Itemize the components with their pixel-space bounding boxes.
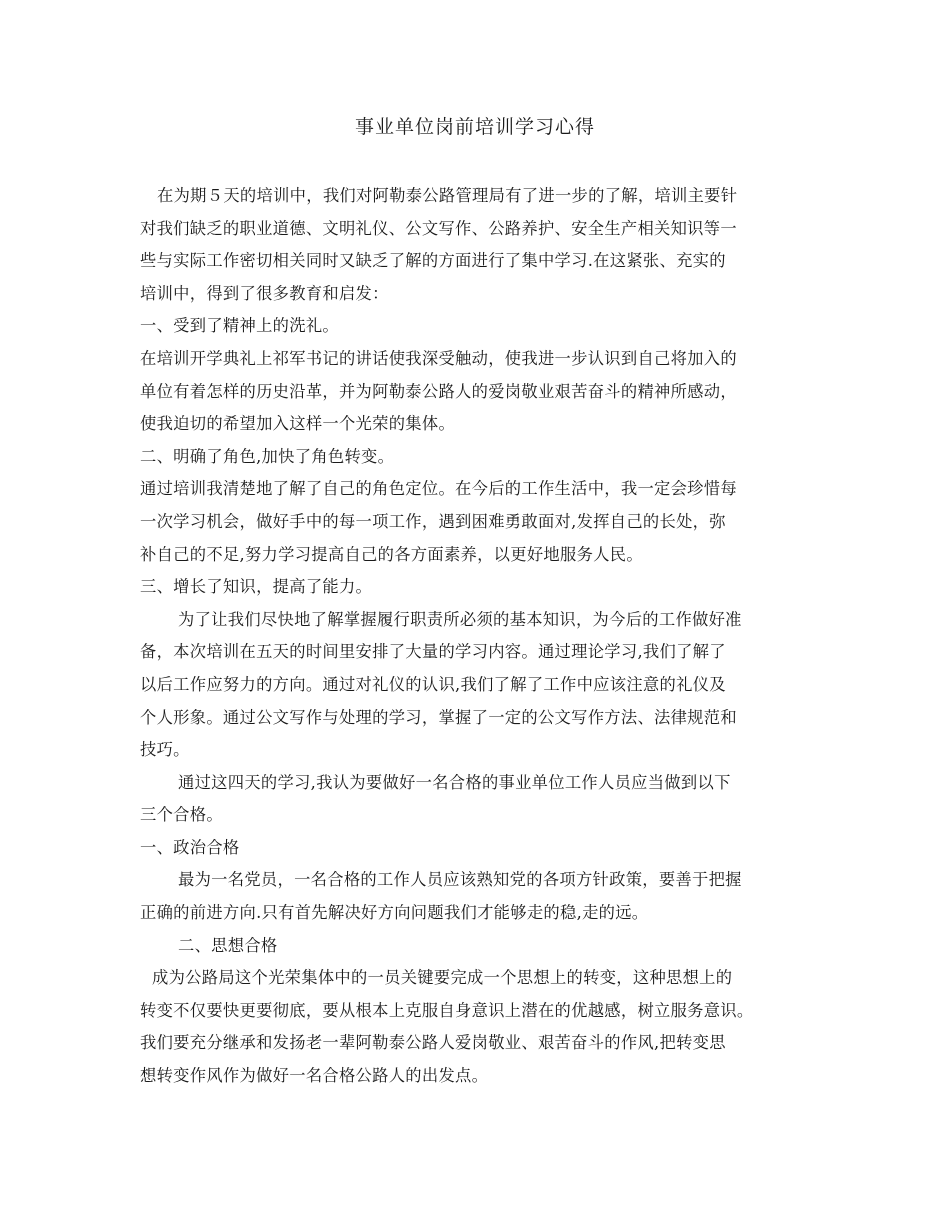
- text-line: 正确的前进方向.只有首先解决好方向问题我们才能够走的稳,走的远。: [140, 903, 649, 923]
- text-line: 技巧。: [140, 740, 190, 760]
- section-heading: 三、增长了知识，提高了能力。: [140, 577, 373, 597]
- text-line: 通过这四天的学习,我认为要做好一名合格的事业单位工作人员应当做到以下: [178, 772, 731, 792]
- text-line: 为了让我们尽快地了解掌握履行职责所必须的基本知识，为今后的工作做好准: [178, 609, 742, 629]
- document-title: 事业单位岗前培训学习心得: [354, 116, 595, 138]
- text-line: 最为一名党员，一名合格的工作人员应该熟知党的各项方针政策，要善于把握: [178, 870, 742, 890]
- text-line: 备，本次培训在五天的时间里安排了大量的学习内容。通过理论学习,我们了解了: [140, 642, 726, 662]
- text-line: 一次学习机会，做好手中的每一项工作，遇到困难勇敢面对,发挥自己的长处，弥: [140, 511, 726, 531]
- section-heading: 一、受到了精神上的洗礼。: [140, 316, 339, 336]
- section-heading: 二、思想合格: [178, 935, 278, 955]
- section-heading: 二、明确了角色,加快了角色转变。: [140, 446, 395, 466]
- text-line: 对我们缺乏的职业道德、文明礼仪、公文写作、公路养护、安全生产相关知识等一: [140, 218, 737, 238]
- text-line: 培训中，得到了很多教育和启发：: [140, 283, 389, 303]
- text-line: 通过培训我清楚地了解了自己的角色定位。在今后的工作生活中，我一定会珍惜每: [140, 479, 737, 499]
- text-line: 些与实际工作密切相关同时又缺乏了解的方面进行了集中学习.在这紧张、充实的: [140, 251, 726, 271]
- text-line: 在培训开学典礼上祁军书记的讲话使我深受触动，使我进一步认识到自己将加入的: [140, 348, 737, 368]
- text-line: 三个合格。: [140, 805, 223, 825]
- text-line: 我们要充分继承和发扬老一辈阿勒泰公路人爱岗敬业、艰苦奋斗的作风,把转变思: [140, 1033, 726, 1053]
- text-line: 单位有着怎样的历史沿革，并为阿勒泰公路人的爱岗敬业艰苦奋斗的精神所感动，: [140, 381, 737, 401]
- text-line: 使我迫切的希望加入这样一个光荣的集体。: [140, 414, 456, 434]
- text-line: 转变不仅要快更要彻底，要从根本上克服自身意识上潜在的优越感，树立服务意识。: [140, 1000, 754, 1020]
- text-line: 在为期５天的培训中，我们对阿勒泰公路管理局有了进一步的了解，培训主要针: [157, 186, 738, 205]
- text-line: 想转变作风作为做好一名合格公路人的出发点。: [140, 1066, 489, 1086]
- document-body: [140, 180, 820, 1093]
- section-heading: 一、政治合格: [140, 837, 240, 857]
- text-line: 成为公路局这个光荣集体中的一员关键要完成一个思想上的转变，这种思想上的: [152, 968, 733, 988]
- text-line: 补自己的不足,努力学习提高自己的各方面素养，以更好地服务人民。: [140, 544, 643, 564]
- text-line: 个人形象。通过公文写作与处理的学习，掌握了一定的公文写作方法、法律规范和: [140, 707, 737, 727]
- text-line: 以后工作应努力的方向。通过对礼仪的认识,我们了解了工作中应该注意的礼仪及: [140, 674, 726, 694]
